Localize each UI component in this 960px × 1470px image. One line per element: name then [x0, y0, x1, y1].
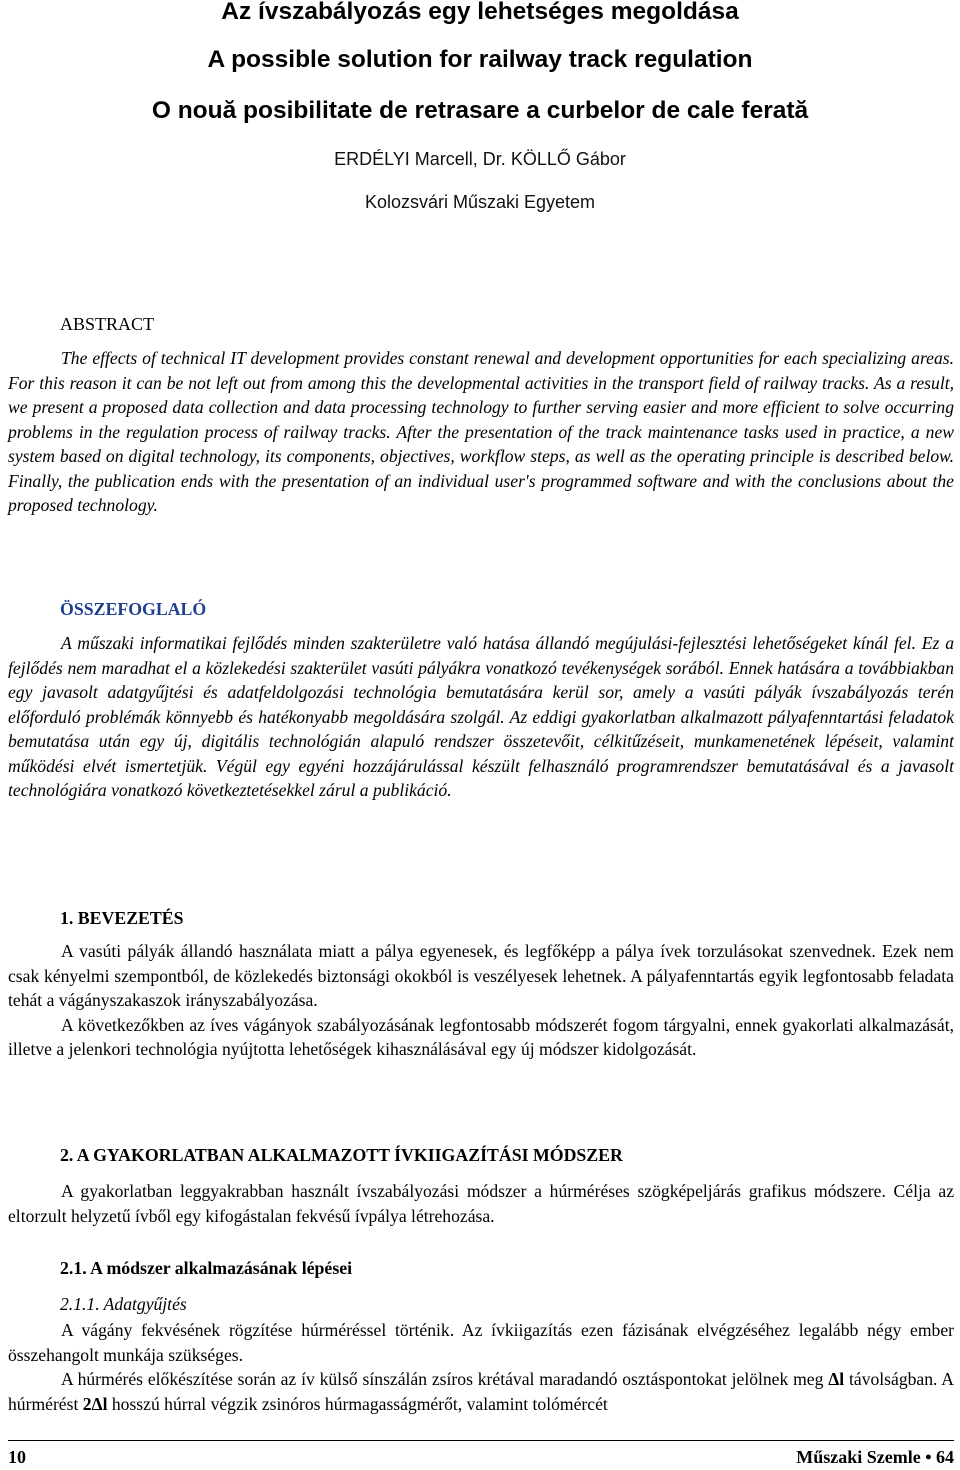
delta-l-symbol: Δl — [828, 1369, 845, 1389]
authors: ERDÉLYI Marcell, Dr. KÖLLŐ Gábor — [334, 149, 626, 169]
paragraph-text-part-b: távolságban. A húrmérést — [8, 1369, 955, 1414]
abstract-heading: ABSTRACT — [60, 314, 155, 334]
title-hungarian: Az ívszabályozás egy lehetséges megoldása — [221, 0, 739, 25]
section-2-paragraph-1: A gyakorlatban leggyakrabban használt ívszabályozási módszer a húrméréses szögképeljárás grafikus módszere. Célja az eltorzult helyzetű ívből egy kifogástalan fekvésű ívpálya létrehozása. — [8, 1181, 954, 1226]
paragraph-text-part-a: A húrmérés előkészítése során az ív külső sínszálán zsíros krétával maradandó osztáspontokat jelölnek meg — [61, 1369, 829, 1389]
section-2-1-heading: 2.1. A módszer alkalmazásának lépései — [60, 1258, 353, 1278]
section-2-body — [8, 1179, 954, 1228]
affiliation: Kolozsvári Műszaki Egyetem — [364, 192, 596, 212]
section-2-1-1-heading: 2.1.1. Adatgyűjtés — [60, 1294, 187, 1314]
section-1-heading: 1. BEVEZETÉS — [60, 908, 184, 928]
abstract-text: The effects of technical IT development provides constant renewal and development opportunities for each specializing areas. For this reason it can be not left out from among this the developmental activities in the transport field of railway tracks. As a result, we present a proposed data collection and data processing technology to further serving easier and more efficient to solve occurring problems in the regulation process of railway tracks. After the presentation of the track maintenance tasks used in practice, a new system based on digital technology, its components, objectives, workflow steps, as well as the operating principle is described below. Finally, the publication ends with the presentation of an individual user's programmed software and with the conclusions about the proposed technology. — [8, 348, 954, 515]
section-2-1-1-paragraph-2 — [8, 1367, 954, 1416]
section-2-1-1-paragraph-1: A vágány fekvésének rögzítése húrméréssel történik. Az ívkiigazítás ezen fázisának elvégzéséhez legalább négy ember összehangolt munkája szükséges. — [8, 1320, 954, 1365]
section-1-body — [8, 939, 954, 1062]
title-english: A possible solution for railway track regulation — [207, 46, 753, 73]
two-delta-l-symbol: 2Δl — [82, 1393, 108, 1414]
osszefoglalo-heading: ÖSSZEFOGLALÓ — [60, 599, 207, 619]
section-2-heading: 2. A GYAKORLATBAN ALKALMAZOTT ÍVKIIGAZÍTÁSI MÓDSZER — [60, 1145, 623, 1165]
page-number: 10 — [8, 1447, 26, 1467]
section-1-paragraph-2: A következőkben az íves vágányok szabályozásának legfontosabb módszerét fogom tárgyalni, ennek gyakorlati alkalmazását, illetve a jelenkori technológia nyújtotta lehetőségek kihasználásával egy új módszer kidolgozását. — [8, 1014, 954, 1059]
osszefoglalo-text: A műszaki informatikai fejlődés minden szakterületre való hatása állandó megújulási-fejlesztési lehetőségeket kínál fel. Ez a fejlődés nem maradhat el a közlekedési szakterület vasúti pályákra vonatkozó tevékenységek sorából. Ennek hatására a továbbiakban egy javasolt adatgyűjtési és adatfeldolgozási technológia bemutatására kerül sor, amely a vasúti pályák ívszabályozás terén előforduló problémák könnyebb és hatékonyabb megoldására szolgál. Az eddigi gyakorlatban alkalmazott pályafenntartási feladatok bemutatása után egy új, digitális technológián alapuló rendszer összetevőit, célkitűzéseit, munkamenetének lépéseit, valamint működési elvét ismertetjük. Végül egy egyéni hozzájárulással készült felhasználó programrendszer bemutatásával és a javasolt technológiára vonatkozó következtetésekkel zárul a publikáció. — [8, 633, 954, 800]
title-romanian: O nouă posibilitate de retrasare a curbelor de cale ferată — [151, 97, 809, 124]
paragraph-text-part-c: hosszú húrral végzik zsinóros húrmagasságmérőt, valamint tolómércét — [107, 1393, 608, 1414]
section-2-1-1-body — [8, 1318, 954, 1416]
journal-name: Műszaki Szemle • 64 — [796, 1447, 954, 1467]
section-1-paragraph-1: A vasúti pályák állandó használata miatt a pálya egyenesek, és legfőképp a pálya ívek torzulásokat szenvednek. Ezek nem csak kényelmi szempontból, de közlekedés biztonsági okokból is veszélyesek lehetnek. A pályafenntartás egyik legfontosabb feladata tehát a vágányszakaszok irányszabályozása. — [8, 941, 954, 1010]
footer-divider — [8, 1440, 954, 1441]
